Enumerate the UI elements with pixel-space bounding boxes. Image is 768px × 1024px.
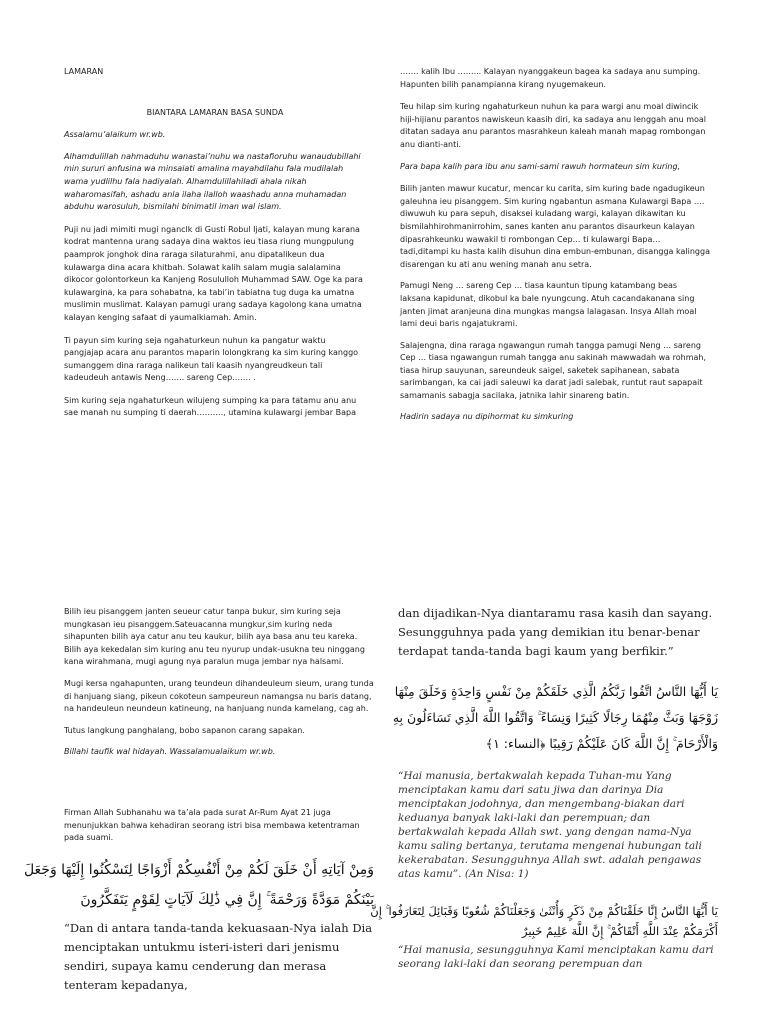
closing-greeting: Billahi taufik wal hidayah. Wassalamualaikum wr.wb. (64, 747, 276, 757)
greeting: Assalamu’alaikum wr.wb. (64, 130, 166, 140)
paragraph-proverb: Tutus langkung panghalang, bobo sapanon carang sapakan. (64, 725, 305, 735)
arabic-line: زَوْجَهَا وَبَثَّ مِنْهُمَا رِجَالًا كَثِيرًا وَنِسَاءً ۚ وَاتَّقُوا اللَّهَ الَّذِي تَسَاءَلُونَ بِهِ (392, 710, 718, 725)
document-title: BIANTARA LAMARAN BASA SUNDA (146, 107, 284, 117)
document-heading: LAMARAN (64, 67, 104, 76)
arabic-line: وَالْأَرْحَامَ ۚ إِنَّ اللَّهَ كَانَ عَلَيْكُمْ رَقِيبًا ﴿النساء: ١﴾ (485, 736, 718, 751)
address-line: Para bapa kalih para ibu anu sami-sami rawuh hormateun sim kuring, (400, 161, 681, 171)
firman-intro: Firman Allah Subhanahu wa ta’ala pada surat Ar-Rum Ayat 21 juga menunjukkan bahwa kehadiran seorang istri bisa membawa ketentraman pada suami. (64, 807, 360, 843)
arabic-verse-al-hujurat (370, 901, 718, 941)
top-right-column (400, 66, 710, 431)
ar-rum-translation-cont: dan dijadikan-Nya diantaramu rasa kasih dan sayang. Sesungguhnya pada yang demikian itu benar-benar terdapat tanda-tanda bagi kaum yang berfikir.” (398, 606, 713, 658)
arabic-line: يَا أَيُّهَا النَّاسُ اتَّقُوا رَبَّكُمُ الَّذِي خَلَقَكُمْ مِنْ نَفْسٍ وَاحِدَةٍ وَخَلَقَ مِنْهَا (394, 684, 718, 699)
paragraph-praise: Puji nu jadi mimiti mugi nganclk di Gusti Robul Ijati, kalayan mung karana kodrat mantenna urang sadaya dina waktos ieu tiasa riung mungpulung paamprok jonghok dina raraga silaturahmi, anu dipatalikeun dua kulawarga dina acara khitbah. Solawat kalih salam mugia salalamina dikocor golontorkeun ka Kanjeng Rosululloh Muhammad SAW. Oge ka para kulawargina, ka para sohabatna, ka tabi’in tabiatna tug duga ka umatna muslimin muslimat. Kalayan pamugi urang sadaya kagolong kana umatna kalayan kenging safaat di yaumalkiamah. Amin. (64, 224, 363, 322)
paragraph-farewell: Mugi kersa ngahapunten, urang teundeun dihandeuleum sieum, urang tunda di hanjuang siang, pikeun cokoteun sampeureun namangsa nu baris datang, na handeuleun neundeun katineung, na hanjuang nunda kamelang, cag ah. (64, 678, 374, 714)
paragraph-acceptance: Bilih janten mawur kucatur, mencar ku carita, sim kuring bade ngadugikeun galeuhna ieu pisanggem. Sim kuring ngabantun asmana Kulawargi Bapa …. diwuwuh ku para sepuh, disaksei kuladang wargi, kalayan dikawitan ku bismilahhirohmanirrohim, sanes kanten anu parantos disaurkeun kalayan dipasrahkeunku wawakil ti rombongan Cep… ti kulawargi Bapa… tadi,ditampi ku hasta kalih disuhun dina embun-embunan, disangga kalingga disarengan ku ati anu wening manah anu setra. (400, 184, 710, 269)
arabic-line: بَيْنَكُمْ مَوَدَّةً وَرَحْمَةً ۚ إِنَّ فِي ذَٰلِكَ لَآيَاتٍ لِقَوْمٍ يَتَفَكَّرُونَ (80, 891, 374, 908)
an-nisa-translation: “Hai manusia, bertakwalah kepada Tuhan-mu Yang menciptakan kamu dari satu jiwa dan darinya Dia menciptakan jodohnya, dan mengembang-biakan dari keduanya banyak laki-laki dan perempuan; dan bertakwalah kepada Allah swt. yang dengan nama-Nya kamu saling bertanya, terutama mengenai hubungan tali kekerabatan. Sesungguhnya Allah swt. adalah pengawas atas kamu”. (An Nisa: 1) (398, 770, 702, 880)
paragraph-thanks: Ti payun sim kuring seja ngahaturkeun nuhun ka pangatur waktu pangjajap acara anu parantos maparin lolongkrang ka sim kuring kanggo sumanggem dina raraga nalikeun tali kaasih nyangreudkeun tali kadeudeuh antawis Neng……. sareng Cep……. . (64, 335, 359, 383)
arabic-line: يَا أَيُّهَا النَّاسُ إِنَّا خَلَقْنَاكُمْ مِنْ ذَكَرٍ وَأُنْثَىٰ وَجَعَلْنَاكُمْ شُعُوبًا وَقَبَائِلَ لِتَعَارَفُوا ۚ إِنَّ (370, 904, 718, 918)
paragraph-gratitude: Teu hilap sim kuring ngahaturkeun nuhun ka para wargi anu moal diwincik hiji-hijianu parantos nawiskeun kaasih diri, ka sadaya anu lenggah anu moal ditatan sadaya anu parantos masrahkeun kaleah manah mapag rombongan anu dianti-anti. (400, 102, 707, 149)
bottom-left-column (23, 606, 374, 992)
paragraph-household: Salajengna, dina raraga ngawangun rumah tangga pamugi Neng … sareng Cep … tiasa ngawangun rumah tangga anu sakinah mawwadah wa rohmah, tiasa hirup sauyunan, sareundeuk saigel, saketek sapihanean, sabata sarimbangan, ka cai jadi saleuwi ka darat jadi salebak, runtut raut sapapait samamanis sabagja sacilaka, jatnika lahir sinareng batin. (400, 340, 707, 401)
arabic-line: وَمِنْ آيَاتِهِ أَنْ خَلَقَ لَكُمْ مِنْ أَنْفُسِكُمْ أَزْوَاجًا لِتَسْكُنُوا إِلَيْهَا وَجَعَلَ (23, 861, 374, 878)
paragraph-welcome: Sim kuring seja ngahaturkeun wilujeng sumping ka para tatamu anu anu sae manah nu sumping ti daerah………., utamina kulawargi jembar Bapa (64, 395, 357, 418)
arabic-verse-ar-rum (23, 855, 374, 915)
opening-prayer: Alhamdulillah nahmaduhu wanastai’nuhu wa nastafioruhu wanaudubillahi min sururi anfusina wa minsaiati amalina mayahdilahu fala mudilalah wama yudlilhu fala hadiyalah. Alhamdulillahiladi ahala nikah waharomasifah, ashadu anla ilaha ilalloh waashadu anna muhamadan abduhu warosuluh, bismilahi binimatil iman wal islam. (64, 151, 361, 212)
bottom-right-column (370, 604, 718, 971)
al-hujurat-translation: “Hai manusia, sesungguhnya Kami menciptakan kamu dari seorang laki-laki dan seorang perempuan dan (398, 944, 714, 970)
top-left-column (64, 66, 366, 428)
arabic-verse-an-nisa (392, 679, 718, 757)
ar-rum-translation: “Dan di antara tanda-tanda kekuasaan-Nya ialah Dia menciptakan untukmu isteri-isteri dari jenismu sendiri, supaya kamu cenderung dan merasa tenteram kepadanya, (64, 920, 373, 992)
arabic-line: أَكْرَمَكُمْ عِنْدَ اللَّهِ أَتْقَاكُمْ ۚ إِنَّ اللَّهَ عَلِيمٌ خَبِيرٌ (521, 924, 718, 938)
paragraph-apology: Bilih ieu pisanggem janten seueur catur tanpa bukur, sim kuring seja mungkasan ieu pisanggem.Sateuacanna mungkur,sim kuring neda sihapunten bilih aya catur anu teu kaukur, bilih aya basa anu teu kareka. Bilih aya kekedalan sim kuring anu teu nyurup undak-usukna teu ninggang kana wirahmana, mugi agung nya paralun muga jembar nya halsami. (64, 607, 365, 667)
address-closing: Hadirin sadaya nu dipihormat ku simkuring (400, 411, 574, 421)
paragraph-welcome-cont: ……. kalih Ibu ……... Kalayan nyanggakeun bagea ka sadaya anu sumping. Hapunten bilih panampianna kirang nyugemakeun. (400, 67, 701, 89)
paragraph-hope: Pamugi Neng … sareng Cep … tiasa kauntun tipung katambang beas laksana kapidunat, dikobul ka bale nyungcung. Atuh cacandakanana sing janten jimat aranjeuna dina mungkas mangsa lalagasan. Insya Allah moal lami deui baris ngajatukrami. (400, 281, 697, 329)
